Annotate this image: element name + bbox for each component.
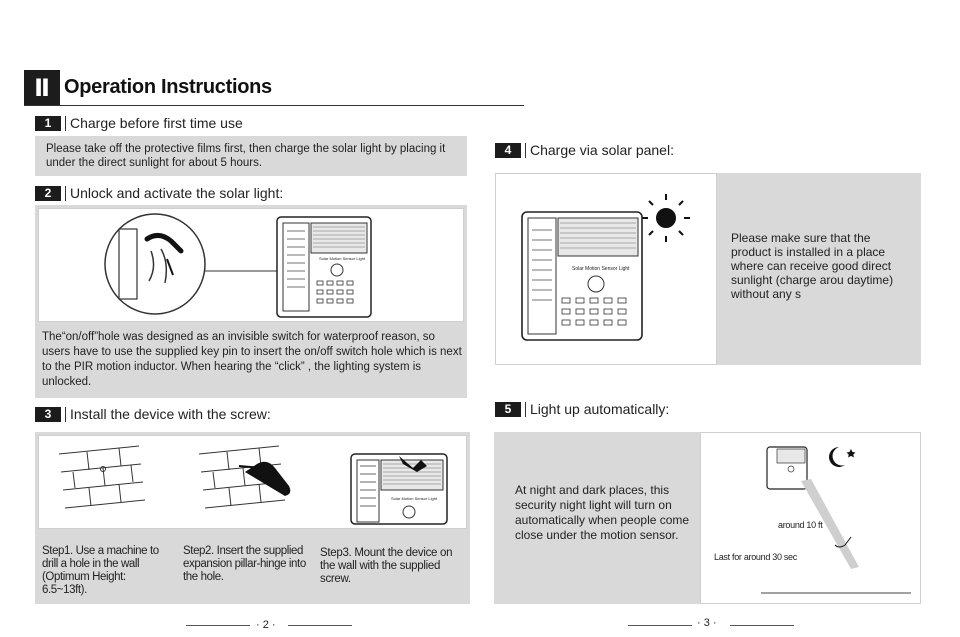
moon-icon [829,447,845,467]
chapter-badge: Ⅱ [24,70,60,106]
device-label-2: Solar Motion Sensor Light [391,496,438,501]
section-3-title: Install the device with the screw: [70,406,271,422]
page-title: Operation Instructions [64,76,272,98]
section-1-title: Charge before first time use [70,115,243,131]
section-4-text: Please make sure that the product is installed in a place where can receive good direct sunlight (charge arou daytime) without any s [731,231,894,301]
section-4-number: 4 [495,143,521,158]
section-5-number: 5 [495,402,521,417]
section-5-text: At night and dark places, this security night light will turn on automatically when people come close under the motion sensor. [515,483,690,542]
title-rule [24,105,524,106]
section-2-text: The“on/off”hole was designed as an invisible switch for waterproof reason, so users have to use the supplied key pin to insert the on/off switch hole which is next to the PIR motion inductor. When hearing the “click” , the lighting system is unlocked. [42,331,462,388]
section-4-title: Charge via solar panel: [530,142,674,158]
step-3-label: Step3. Mount the device on the wall with the supplied screw. [320,547,453,585]
star-icon [847,449,856,458]
distance-annotation: around 10 ft [778,520,823,530]
device-label-1: Solar Motion Sensor Light [319,256,366,261]
section-1-heading [35,114,243,132]
section-1-number: 1 [35,116,61,131]
footer-rule-right-b [730,625,794,626]
section-3-number: 3 [35,407,61,422]
solar-charge-illustration [496,174,718,366]
section-2-number: 2 [35,186,61,201]
device-label-3: Solar Motion Sensor Light [572,266,630,272]
section-2-title: Unlock and activate the solar light: [70,185,284,201]
section-3-illustration-panel [38,435,467,529]
sun-icon [642,194,690,242]
section-1-text: Please take off the protective films first, then charge the solar light by placing it under the direct sunlight for about 5 hours. [46,143,446,169]
section-4-heading [495,141,674,159]
install-illustration [39,436,468,530]
page-number-left: · 2 · [256,619,276,631]
page-number-right: · 3 · [697,617,717,629]
footer-rule-right-a [628,625,692,626]
unlock-illustration [39,209,465,323]
duration-annotation: Last for around 30 sec [714,552,797,562]
section-3-heading [35,405,271,423]
section-5-heading [495,400,669,418]
section-2-illustration-panel [38,208,464,322]
section-2-heading [35,184,283,202]
brick-wall-step1 [59,446,145,508]
footer-rule-left-a [186,625,250,626]
section-4-illustration-panel [495,173,717,365]
step-2-label: Step2. Insert the supplied expansion pillar-hinge into the hole. [183,545,306,583]
section-5-title: Light up automatically: [530,401,670,417]
step-1-label: Step1. Use a machine to drill a hole in the wall (Optimum Height: 6.5~13ft). [42,545,159,596]
footer-rule-left-b [288,625,352,626]
